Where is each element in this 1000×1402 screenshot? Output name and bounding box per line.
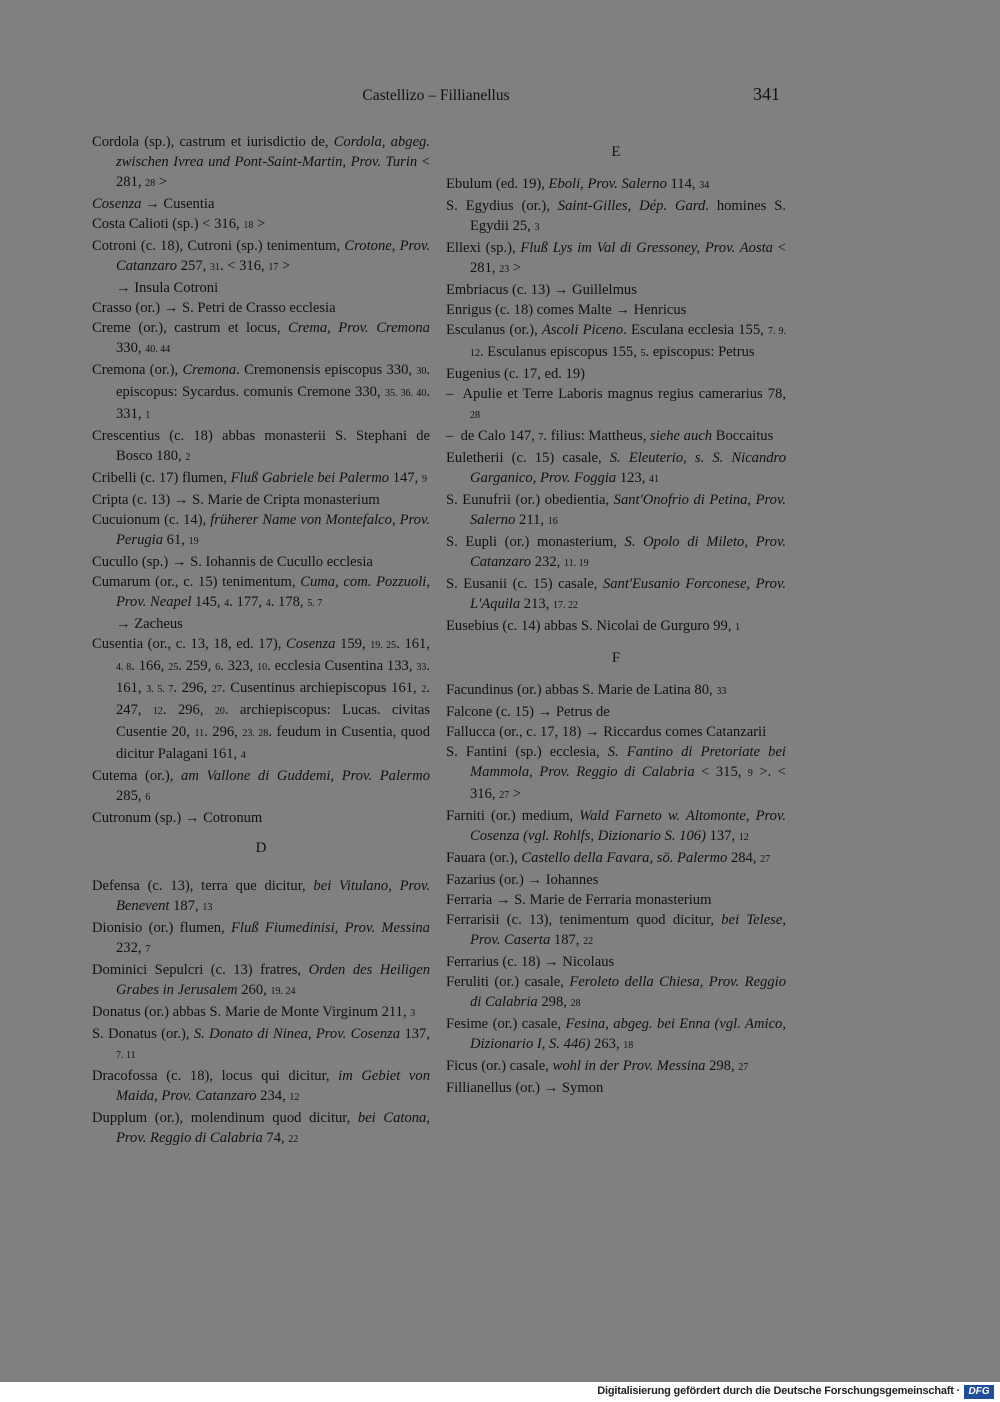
index-entry: Farniti (or.) medium, Wald Farneto w. Altomonte, Prov. Cosenza (vgl. Rohlfs, Dizionario S. 106) 137, 12: [446, 808, 786, 844]
index-entry: Ebulum (ed. 19), Eboli, Prov. Salerno 114, 34: [446, 176, 710, 192]
index-entry: Fesime (or.) casale, Fesina, abgeg. bei Enna (vgl. Amico, Dizionario I, S. 446) 263, 18: [446, 1016, 786, 1052]
index-entry: S. Donatus (or.), S. Donato di Ninea, Prov. Cosenza 137, 7. 11: [92, 1026, 430, 1061]
index-entry: Facundinus (or.) abbas S. Marie de Latina 80, 33: [446, 682, 727, 698]
section-letter: F: [611, 650, 621, 666]
index-entry: Crasso (or.) → S. Petri de Crasso ecclesia: [92, 300, 336, 316]
index-entry: Ficus (or.) casale, wohl in der Prov. Messina 298, 27: [446, 1058, 749, 1074]
index-entry: Ferrarisii (c. 13), tenimentum quod dicitur, bei Telese, Prov. Caserta 187, 22: [446, 912, 786, 948]
section-letter: E: [611, 144, 621, 160]
index-entry: Falcone (c. 15) → Petrus de: [446, 704, 610, 720]
index-entry: – de Calo 147, 7. filius: Mattheus, siehe auch Boccaitus: [446, 428, 774, 444]
footer-bar: [0, 1382, 1000, 1402]
index-entry: Fazarius (or.) → Iohannes: [446, 872, 599, 888]
index-entry: S. Eunufrii (or.) obedientia, Sant'Onofrio di Petina, Prov. Salerno 211, 16: [446, 492, 786, 528]
index-column-right: [446, 132, 786, 1098]
index-entry: S. Fantini (sp.) ecclesia, S. Fantino di Pretoriate bei Mammola, Prov. Reggio di Calabria < 315, 9 >. < 316, 27 >: [446, 744, 787, 802]
index-entry: Enrigus (c. 18) comes Malte → Henricus: [446, 302, 687, 318]
running-title: Castellizo – Fillianellus: [362, 87, 510, 104]
index-entry: S. Egydius (or.), Saint-Gilles, Dép. Gard. homines S. Egydii 25, 3: [446, 198, 786, 234]
index-entry: Cripta (c. 13) → S. Marie de Cripta monasterium: [92, 492, 380, 508]
index-entry: Cucuionum (c. 14), früherer Name von Montefalco, Prov. Perugia 61, 19: [92, 512, 430, 548]
index-entry: Ellexi (sp.), Fluß Lys im Val di Gressoney, Prov. Aosta < 281, 23 >: [446, 240, 786, 276]
index-entry: Euletherii (c. 15) casale, S. Eleuterio, s. S. Nicandro Garganico, Prov. Foggia 123, 41: [446, 450, 786, 486]
page-number: 341: [753, 84, 780, 104]
index-entry: Eusebius (c. 14) abbas S. Nicolai de Gurguro 99, 1: [446, 618, 741, 634]
index-entry: Cucullo (sp.) → S. Iohannis de Cucullo ecclesia: [92, 554, 373, 570]
section-letter: D: [255, 840, 267, 856]
index-entry: Embriacus (c. 13) → Guillelmus: [446, 282, 637, 298]
index-entry: Ferraria → S. Marie de Ferraria monasterium: [446, 892, 712, 908]
index-entry: Cutronum (sp.) → Cotronum: [92, 810, 263, 826]
index-entry: Donatus (or.) abbas S. Marie de Monte Virginum 211, 3: [92, 1004, 416, 1020]
index-entry: Cremona (or.), Cremona. Cremonensis episcopus 330, 30. episcopus: Sycardus. comunis Cremone 330, 35. 36. 40. 331, 1: [92, 362, 430, 422]
index-entry: S. Eupli (or.) monasterium, S. Opolo di Mileto, Prov. Catanzaro 232, 11. 19: [446, 534, 786, 570]
index-entry: Dracofossa (c. 18), locus qui dicitur, im Gebiet von Maida, Prov. Catanzaro 234, 12: [92, 1068, 430, 1104]
index-entry: Fauara (or.), Castello della Favara, sö. Palermo 284, 27: [446, 850, 771, 866]
funding-notice: Digitalisierung gefördert durch die Deutsche Forschungsgemeinschaft ·: [597, 1385, 960, 1397]
index-entry: Dominici Sepulcri (c. 13) fratres, Orden des Heiligen Grabes in Jerusalem 260, 19. 24: [92, 962, 431, 998]
index-entry: Cordola (sp.), castrum et iurisdictio de, Cordola, abgeg. zwischen Ivrea und Pont-Saint-Martin, Prov. Turin < 281, 28 >: [92, 134, 430, 190]
index-entry: Fallucca (or., c. 17, 18) → Riccardus comes Catanzarii: [446, 724, 767, 740]
index-entry: Eugenius (c. 17, ed. 19): [446, 366, 586, 382]
index-column-left: [92, 132, 430, 1150]
index-entry: Esculanus (or.), Ascoli Piceno. Esculana ecclesia 155, 7. 9. 12. Esculanus episcopus 155, 5. episcopus: Petrus: [446, 322, 786, 360]
index-entry: Ferrarius (c. 18) → Nicolaus: [446, 954, 615, 970]
index-entry: Cusentia (or., c. 13, 18, ed. 17), Cosenza 159, 19. 25. 161, 4. 8. 166, 25. 259, 6. 323, 10. ecclesia Cusentina 133, 33. 161, 3. 5. 7. 296, 27. Cusentinus archiepiscopus 161, 2. 247, 12. 296, 20. archiepiscopus: Lucas. civitas Cusentie 20, 11. 296, 23. 28. feudum in Cusentia, quod dicitur Palagani 161, 4: [92, 636, 431, 762]
index-entry: Feruliti (or.) casale, Feroleto della Chiesa, Prov. Reggio di Calabria 298, 28: [446, 974, 786, 1010]
index-entry: Cutema (or.), am Vallone di Guddemi, Prov. Palermo 285, 6: [92, 768, 430, 804]
dfg-logo: DFG: [964, 1385, 994, 1399]
index-entry: S. Eusanii (c. 15) casale, Sant'Eusanio Forconese, Prov. L'Aquila 213, 17. 22: [446, 576, 786, 612]
index-entry: Defensa (c. 13), terra que dicitur, bei Vitulano, Prov. Benevent 187, 13: [92, 878, 430, 914]
index-entry: Creme (or.), castrum et locus, Crema, Prov. Cremona 330, 40. 44: [92, 320, 430, 356]
index-entry: Dionisio (or.) flumen, Fluß Fiumedinisi, Prov. Messina 232, 7: [92, 920, 430, 956]
index-entry: Cribelli (c. 17) flumen, Fluß Gabriele bei Palermo 147, 9: [92, 470, 427, 486]
index-entry: Dupplum (or.), molendinum quod dicitur, bei Catona, Prov. Reggio di Calabria 74, 22: [92, 1110, 430, 1146]
index-entry: Costa Calioti (sp.) < 316, 18 >: [92, 216, 266, 232]
index-entry: Cotroni (c. 18), Cutroni (sp.) tenimentum, Crotone, Prov. Catanzaro 257, 31. < 316, 17 > → Insula Cotroni: [92, 238, 430, 296]
index-entry: Cumarum (or., c. 15) tenimentum, Cuma, com. Pozzuoli, Prov. Neapel 145, 4. 177, 4. 178, 5. 7 → Zacheus: [92, 574, 430, 632]
index-entry: Crescentius (c. 18) abbas monasterii S. Stephani de Bosco 180, 2: [92, 428, 430, 464]
index-entry: Cosenza → Cusentia: [92, 196, 215, 212]
index-entry: – Apulie et Terre Laboris magnus regius camerarius 78, 28: [446, 386, 786, 421]
index-entry: Fillianellus (or.) → Symon: [446, 1080, 604, 1096]
